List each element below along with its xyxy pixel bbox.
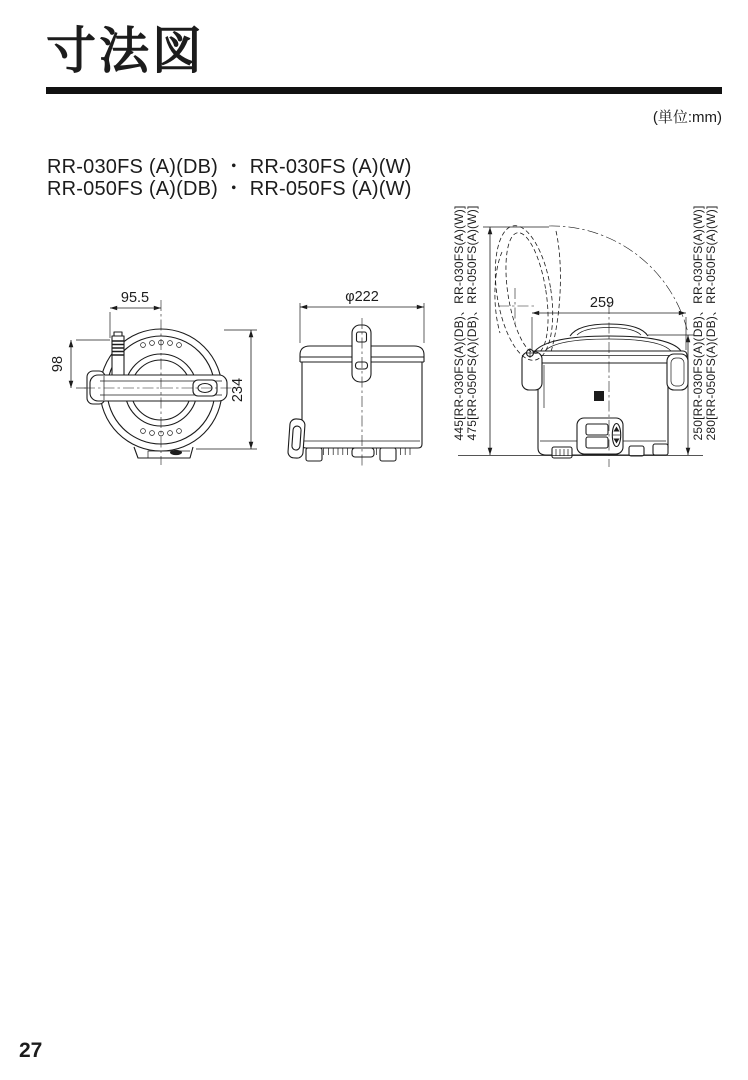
lid-dome-side [535, 324, 681, 351]
dim-label-259: 259 [589, 295, 615, 311]
model-line-1: RR-030FS (A)(DB) ・ RR-030FS (A)(W) [47, 156, 412, 178]
dim-label-98: 98 [50, 355, 66, 373]
dim-label-234: 234 [230, 377, 246, 403]
unit-note: (単位:mm) [652, 109, 722, 126]
lid-handle-front [352, 325, 371, 382]
rating-label-mark [594, 391, 604, 401]
dim-open-height [452, 205, 549, 455]
dim-label-closed-height-030: 250[RR-030FS(A)(DB)、RR-030FS(A)(W)] [691, 205, 705, 441]
dim-label-open-height-050: 475[RR-050FS(A)(DB)、RR-050FS(A)(W)] [465, 205, 479, 441]
hinge-side [522, 348, 542, 390]
lid-open-phantom [487, 222, 562, 365]
feet-front [306, 448, 396, 461]
control-panel-side [577, 418, 623, 454]
gas-inlet-pipe [112, 332, 124, 377]
carry-handle-top [87, 371, 227, 404]
side-view-drawing [452, 205, 718, 467]
page-number: 27 [19, 1039, 43, 1062]
front-view-drawing [288, 289, 424, 466]
dim-95-5 [110, 290, 161, 338]
latch-side [667, 354, 688, 390]
dim-label-95-5: 95.5 [120, 290, 150, 306]
top-view-drawing [50, 290, 257, 465]
lid-swing-arc [549, 226, 688, 333]
gas-valve-front [288, 419, 306, 459]
dim-label-open-height-030: 445[RR-030FS(A)(DB)、RR-030FS(A)(W)] [452, 205, 466, 441]
dim-label-closed-height-050: 280[RR-050FS(A)(DB)、RR-050FS(A)(W)] [704, 205, 718, 441]
dim-label-diameter: φ222 [345, 289, 379, 305]
model-line-2: RR-050FS (A)(DB) ・ RR-050FS (A)(W) [47, 177, 412, 200]
lid-rim-side [529, 351, 687, 363]
page-title: 寸法図 [46, 23, 205, 79]
